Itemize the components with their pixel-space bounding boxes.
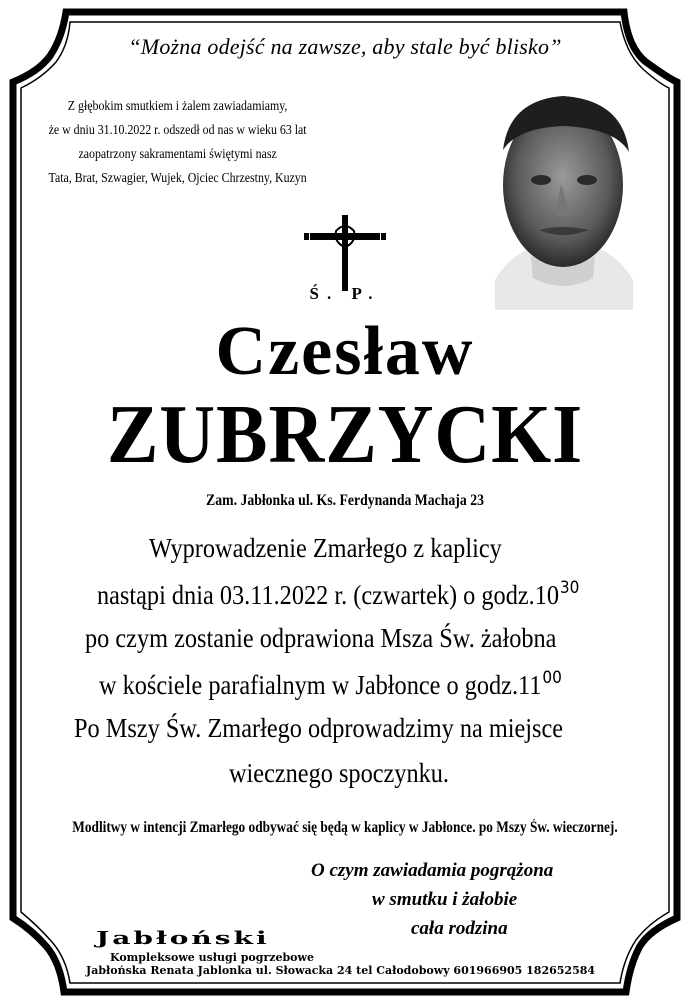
funeral-line [99, 668, 562, 701]
intro-line: zaopatrzony sakramentami świętymi nasz [78, 146, 277, 161]
funeral-line: Wyprowadzenie Zmarłego z kaplicy [149, 533, 502, 563]
cross-icon [300, 213, 390, 293]
funeral-home-contact: Jabłońska Renata Jablonka ul. Słowacka 24 tel Całodobowy 601966905 182652584 [86, 964, 596, 977]
funeral-line [97, 578, 579, 611]
funeral-line-text: w kościele parafialnym w Jabłonce o godz.11 [99, 670, 542, 700]
funeral-home-logo: Jabłoński [96, 928, 270, 949]
intro-text [28, 94, 327, 190]
signature-line: O czym zawiadamia pogrążona [311, 860, 554, 881]
funeral-line: po czym zostanie odprawiona Msza Św. żałobna [85, 623, 557, 653]
deceased-first-name: Czesław [215, 313, 475, 390]
funeral-line: Po Mszy Św. Zmarłego odprowadzimy na miejsce [74, 713, 564, 743]
intro-line: że w dniu 31.10.2022 r. odszedł od nas w wieku 63 lat [48, 122, 307, 137]
time-superscript: 00 [542, 668, 562, 688]
intro-line: Z głębokim smutkiem i żalem zawiadamiamy, [67, 98, 288, 113]
funeral-home-subtitle: Kompleksowe usługi pogrzebowe [110, 951, 314, 964]
deceased-address: Zam. Jabłonka ul. Ks. Ferdynanda Machaja 23 [206, 492, 484, 509]
deceased-portrait [483, 80, 643, 310]
signature-line: cała rodzina [411, 918, 508, 939]
prayer-notice: Modlitwy w intencji Zmarłego odbywać się będą w kaplicy w Jabłonce. po Mszy Św. wieczornej. [72, 819, 618, 836]
intro-line: Tata, Brat, Szwagier, Wujek, Ojciec Chrzestny, Kuzyn [48, 170, 307, 185]
funeral-line-text: nastąpi dnia 03.11.2022 r. (czwartek) o godz.10 [97, 580, 560, 610]
signature-line: w smutku i żałobie [372, 889, 518, 910]
deceased-surname: ZUBRZYCKI [106, 388, 584, 481]
time-superscript: 30 [559, 578, 580, 598]
sp-abbreviation: Ś. P. [309, 284, 381, 303]
funeral-line: wiecznego spoczynku. [229, 758, 449, 788]
motto-quote: “Można odejść na zawsze, aby stale być blisko” [128, 34, 562, 59]
